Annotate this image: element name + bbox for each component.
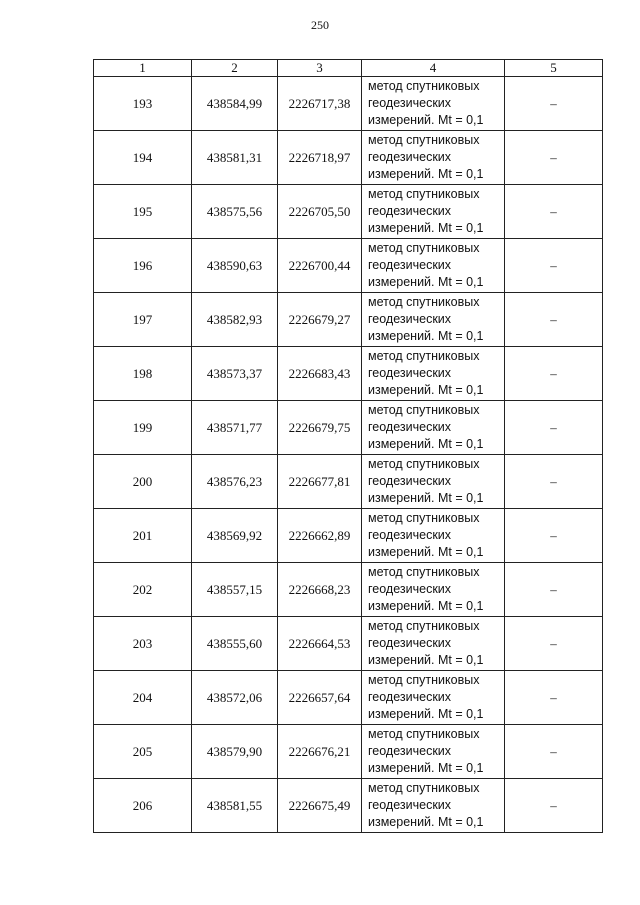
- method-line: метод спутниковых: [368, 403, 480, 417]
- note-cell: –: [505, 131, 603, 185]
- table-row: [94, 563, 603, 617]
- method-line: метод спутниковых: [368, 565, 480, 579]
- method-line: геодезических: [368, 150, 452, 164]
- table-header: [94, 60, 603, 77]
- column-header: 1: [94, 60, 192, 77]
- x-coordinate-cell: 438579,90: [192, 725, 278, 779]
- method-line: метод спутниковых: [368, 349, 480, 363]
- method-cell: [362, 131, 505, 185]
- note-cell: –: [505, 779, 603, 833]
- method-line: геодезических: [368, 744, 452, 758]
- method-line: геодезических: [368, 312, 452, 326]
- method-line: измерений. Mt = 0,1: [368, 437, 484, 451]
- point-number-cell: 199: [94, 401, 192, 455]
- point-number-cell: 196: [94, 239, 192, 293]
- note-cell: –: [505, 671, 603, 725]
- method-line: метод спутниковых: [368, 781, 480, 795]
- point-number-cell: 203: [94, 617, 192, 671]
- x-coordinate-cell: 438573,37: [192, 347, 278, 401]
- method-line: измерений. Mt = 0,1: [368, 599, 484, 613]
- table-row: [94, 131, 603, 185]
- point-number-cell: 198: [94, 347, 192, 401]
- y-coordinate-cell: 2226675,49: [278, 779, 362, 833]
- y-coordinate-cell: 2226679,75: [278, 401, 362, 455]
- column-header: 5: [505, 60, 603, 77]
- point-number-cell: 197: [94, 293, 192, 347]
- x-coordinate-cell: 438576,23: [192, 455, 278, 509]
- y-coordinate-cell: 2226657,64: [278, 671, 362, 725]
- method-line: метод спутниковых: [368, 79, 480, 93]
- method-line: измерений. Mt = 0,1: [368, 167, 484, 181]
- method-line: геодезических: [368, 258, 452, 272]
- method-cell: [362, 509, 505, 563]
- x-coordinate-cell: 438581,55: [192, 779, 278, 833]
- y-coordinate-cell: 2226683,43: [278, 347, 362, 401]
- note-cell: –: [505, 725, 603, 779]
- method-cell: [362, 401, 505, 455]
- method-cell: [362, 293, 505, 347]
- x-coordinate-cell: 438569,92: [192, 509, 278, 563]
- method-line: измерений. Mt = 0,1: [368, 761, 484, 775]
- note-cell: –: [505, 293, 603, 347]
- point-number-cell: 193: [94, 77, 192, 131]
- method-line: метод спутниковых: [368, 187, 480, 201]
- point-number-cell: 200: [94, 455, 192, 509]
- method-cell: [362, 185, 505, 239]
- x-coordinate-cell: 438581,31: [192, 131, 278, 185]
- point-number-cell: 202: [94, 563, 192, 617]
- y-coordinate-cell: 2226717,38: [278, 77, 362, 131]
- y-coordinate-cell: 2226676,21: [278, 725, 362, 779]
- header-row: [94, 60, 603, 77]
- y-coordinate-cell: 2226664,53: [278, 617, 362, 671]
- column-header: 3: [278, 60, 362, 77]
- note-cell: –: [505, 455, 603, 509]
- table-row: [94, 185, 603, 239]
- method-line: метод спутниковых: [368, 619, 480, 633]
- page-number: 250: [311, 18, 329, 32]
- x-coordinate-cell: 438575,56: [192, 185, 278, 239]
- x-coordinate-cell: 438572,06: [192, 671, 278, 725]
- method-line: геодезических: [368, 690, 452, 704]
- method-cell: [362, 347, 505, 401]
- table-row: [94, 725, 603, 779]
- note-cell: –: [505, 509, 603, 563]
- x-coordinate-cell: 438557,15: [192, 563, 278, 617]
- method-line: геодезических: [368, 474, 452, 488]
- table-row: [94, 293, 603, 347]
- x-coordinate-cell: 438584,99: [192, 77, 278, 131]
- column-header: 4: [362, 60, 505, 77]
- method-cell: [362, 725, 505, 779]
- method-line: геодезических: [368, 528, 452, 542]
- y-coordinate-cell: 2226679,27: [278, 293, 362, 347]
- method-line: измерений. Mt = 0,1: [368, 545, 484, 559]
- method-line: геодезических: [368, 582, 452, 596]
- y-coordinate-cell: 2226718,97: [278, 131, 362, 185]
- method-line: метод спутниковых: [368, 241, 480, 255]
- point-number-cell: 204: [94, 671, 192, 725]
- method-line: измерений. Mt = 0,1: [368, 275, 484, 289]
- note-cell: –: [505, 563, 603, 617]
- method-line: измерений. Mt = 0,1: [368, 491, 484, 505]
- y-coordinate-cell: 2226668,23: [278, 563, 362, 617]
- method-cell: [362, 563, 505, 617]
- method-line: измерений. Mt = 0,1: [368, 113, 484, 127]
- note-cell: –: [505, 617, 603, 671]
- method-line: геодезических: [368, 798, 452, 812]
- method-line: геодезических: [368, 366, 452, 380]
- table-row: [94, 617, 603, 671]
- method-line: измерений. Mt = 0,1: [368, 383, 484, 397]
- method-line: метод спутниковых: [368, 511, 480, 525]
- x-coordinate-cell: 438555,60: [192, 617, 278, 671]
- note-cell: –: [505, 185, 603, 239]
- method-line: метод спутниковых: [368, 133, 480, 147]
- method-line: измерений. Mt = 0,1: [368, 707, 484, 721]
- x-coordinate-cell: 438590,63: [192, 239, 278, 293]
- point-number-cell: 206: [94, 779, 192, 833]
- method-cell: [362, 455, 505, 509]
- method-line: геодезических: [368, 420, 452, 434]
- table-row: [94, 779, 603, 833]
- method-cell: [362, 671, 505, 725]
- x-coordinate-cell: 438571,77: [192, 401, 278, 455]
- coordinates-table: [93, 59, 603, 833]
- column-header: 2: [192, 60, 278, 77]
- method-cell: [362, 617, 505, 671]
- method-cell: [362, 239, 505, 293]
- table-row: [94, 455, 603, 509]
- point-number-cell: 195: [94, 185, 192, 239]
- table-row: [94, 401, 603, 455]
- table-row: [94, 239, 603, 293]
- method-line: метод спутниковых: [368, 727, 480, 741]
- table-row: [94, 77, 603, 131]
- table-row: [94, 671, 603, 725]
- method-line: измерений. Mt = 0,1: [368, 221, 484, 235]
- point-number-cell: 205: [94, 725, 192, 779]
- point-number-cell: 194: [94, 131, 192, 185]
- method-line: метод спутниковых: [368, 457, 480, 471]
- note-cell: –: [505, 77, 603, 131]
- method-line: измерений. Mt = 0,1: [368, 653, 484, 667]
- y-coordinate-cell: 2226677,81: [278, 455, 362, 509]
- method-line: метод спутниковых: [368, 673, 480, 687]
- method-cell: [362, 779, 505, 833]
- method-line: геодезических: [368, 204, 452, 218]
- point-number-cell: 201: [94, 509, 192, 563]
- method-line: метод спутниковых: [368, 295, 480, 309]
- x-coordinate-cell: 438582,93: [192, 293, 278, 347]
- method-line: геодезических: [368, 636, 452, 650]
- note-cell: –: [505, 347, 603, 401]
- method-line: измерений. Mt = 0,1: [368, 815, 484, 829]
- method-cell: [362, 77, 505, 131]
- table-body: [94, 77, 603, 833]
- note-cell: –: [505, 401, 603, 455]
- y-coordinate-cell: 2226705,50: [278, 185, 362, 239]
- method-line: геодезических: [368, 96, 452, 110]
- table-row: [94, 509, 603, 563]
- table-row: [94, 347, 603, 401]
- y-coordinate-cell: 2226662,89: [278, 509, 362, 563]
- method-line: измерений. Mt = 0,1: [368, 329, 484, 343]
- note-cell: –: [505, 239, 603, 293]
- y-coordinate-cell: 2226700,44: [278, 239, 362, 293]
